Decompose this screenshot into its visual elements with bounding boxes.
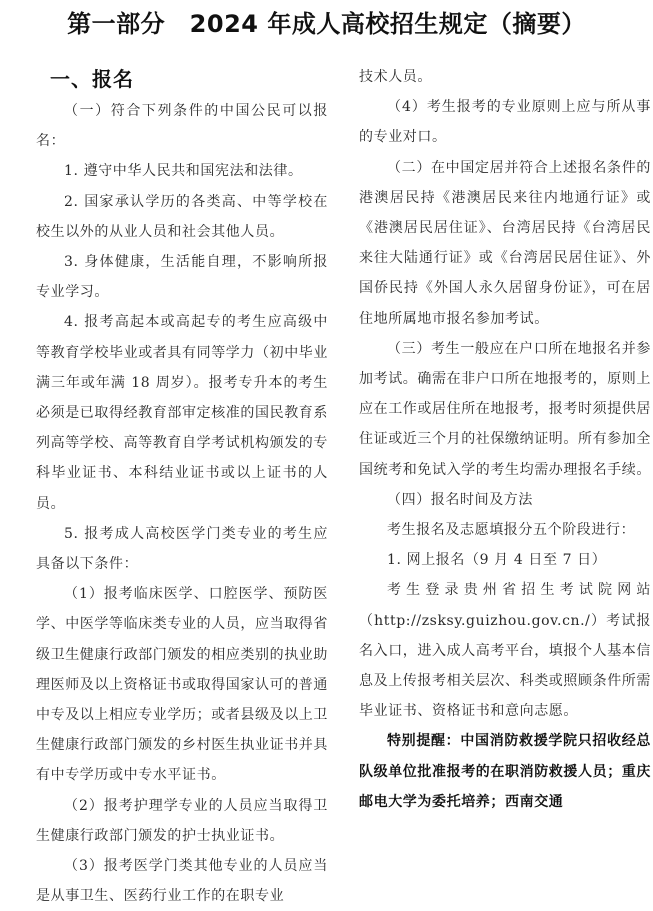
portal-rest: 考试报名入口，进入成人高考平台，填报个人基本信息及上传报考相关层次、科类或照顾条件所需毕业证书、资格证书和意向志愿。 [359,612,651,720]
paragraph: （三）考生一般应在户口所在地报名并参加考试。确需在非户口所在地报考的，原则上应在工作或居住所在地报考，报考时须提供居住证或近三个月的社保缴纳证明。所有参加全国统考和免试入学的考生均需办理报名手续。 [359,340,651,478]
left-column [36,62,328,911]
right-column [359,62,651,817]
paragraph: 1. 遵守中华人民共和国宪法和法律。 [64,163,303,180]
paragraph: （1）报考临床医学、口腔医学、预防医学、中医学等临床类专业的人员，应当取得省级卫生健康行政部门颁发的相应类别的执业助理医师及以上资格证书或取得国家认可的普通中专及以上相应专业学历；或者县级及以上卫生健康行政部门颁发的乡村医生执业证书并具有中专学历或中专水平证书。 [36,586,328,784]
section-heading: 一、报名 [50,67,134,91]
paragraph: 3. 身体健康，生活能自理，不影响所报专业学习。 [36,254,328,301]
special-notice: 特别提醒：中国消防救援学院只招收经总队级单位批准报考的在职消防救援人员；重庆邮电大学为委托培养；西南交通 [359,733,651,810]
portal-lead: 考生登录贵州省招生考试院网站 [387,582,651,599]
paragraph: （二）在中国定居并符合上述报名条件的港澳居民持《港澳居民来往内地通行证》或《港澳居民居住证》、台湾居民持《台湾居民来往大陆通行证》或《台湾居民居住证》、外国侨民持《外国人永久居留身份证》，可在居住地所属地市报名参加考试。 [359,159,651,327]
paragraph: 2. 国家承认学历的各类高、中等学校在校生以外的从业人员和社会其他人员。 [36,193,328,240]
paragraph: （3）报考医学门类其他专业的人员应当是从事卫生、医药行业工作的在职专业 [36,858,328,905]
portal-paragraph [359,575,651,726]
paragraph-continuation: 技术人员。 [359,69,432,85]
paragraph: 4. 报考高起本或高起专的考生应高级中等教育学校毕业或者具有同等学力（初中毕业满三年或年满 18 周岁）。报考专升本的考生必须是已取得经教育部审定核准的国民教育系列高等学校、高等教育自学考试机构颁发的专科毕业证书、本科结业证书或以上证书的人员。 [36,314,328,512]
paragraph: 5. 报考成人高校医学门类专业的考生应具备以下条件： [36,525,328,573]
paragraph: （2）报考护理学专业的人员应当取得卫生健康行政部门颁发的护士执业证书。 [36,797,328,844]
page-title: 第一部分 2024 年成人高校招生规定（摘要） [67,10,586,38]
paragraph: （四）报名时间及方法 [387,491,533,508]
paragraph: （4）考生报考的专业原则上应与所从事的专业对口。 [359,99,651,146]
portal-url: （http://zsksy.guizhou.gov.cn./） [359,612,607,629]
paragraph: 考生报名及志愿填报分五个阶段进行： [387,522,636,539]
paragraph: 1. 网上报名（9 月 4 日至 7 日） [387,552,607,569]
paragraph: （一）符合下列条件的中国公民可以报名： [36,103,328,150]
